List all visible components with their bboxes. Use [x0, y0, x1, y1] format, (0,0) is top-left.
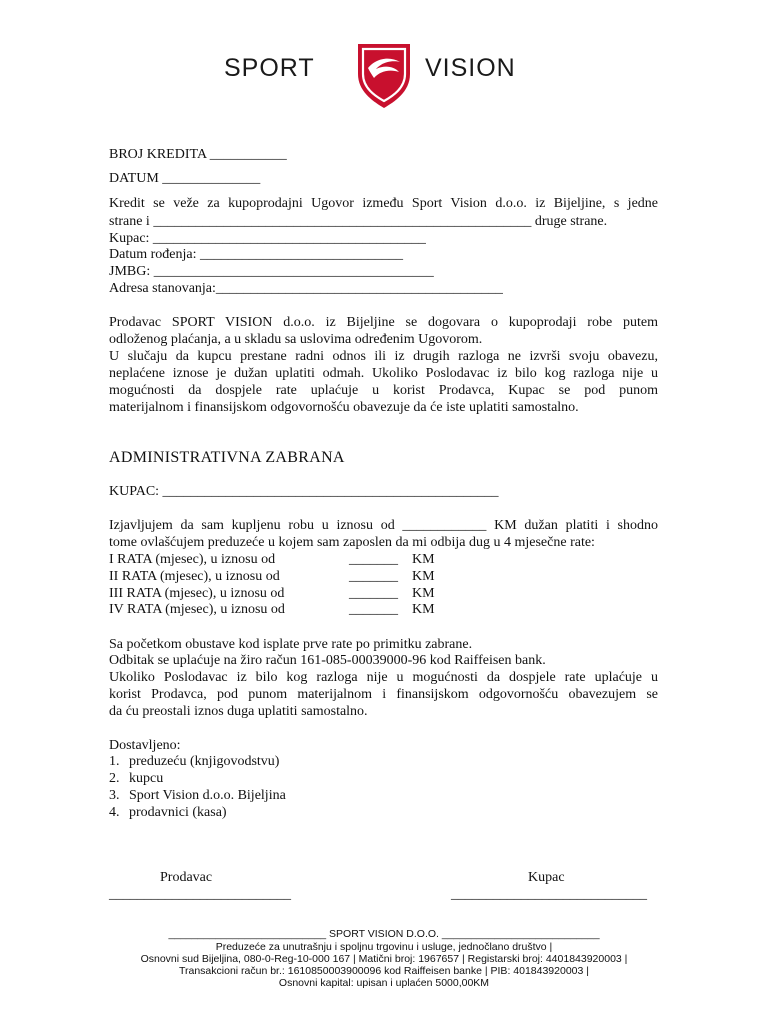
footer-line: Preduzeće za unutrašnju i spoljnu trgovinu i usluge, jednočlano društvo |	[215, 941, 553, 953]
sport-vision-shield-icon	[354, 38, 414, 110]
paragraph-2-line: korist Prodavca, pod punom materijalnom i finansijskom odgovornošću obavezujem se	[109, 687, 658, 702]
installment-blank: _______	[349, 586, 398, 601]
delivered-title: Dostavljeno:	[109, 738, 181, 753]
paragraph-1-line: neplaćene iznose je dužan uplatiti odmah. Ukoliko Poslodavac iz bilo kog razloga nije u	[109, 366, 658, 381]
paragraph-2-line: Ukoliko Poslodavac iz bilo kog razloga nije u mogućnosti da dospjele rate uplaćuje u	[109, 670, 658, 685]
installment-label: III RATA (mjesec), u iznosu od	[109, 586, 285, 601]
admin-buyer-field: KUPAC: ________________________________________________	[109, 484, 499, 499]
installment-unit: KM	[412, 602, 435, 617]
intro-line-1: Kredit se veže za kupoprodajni Ugovor između Sport Vision d.o.o. iz Bijeljine, s jedne	[109, 196, 658, 211]
birth-date-field: Datum rođenja: _____________________________	[109, 247, 403, 262]
logo-text-vision: VISION	[425, 54, 516, 82]
paragraph-1-line: Prodavac SPORT VISION d.o.o. iz Bijeljine se dogovara o kupoprodaji robe putem	[109, 315, 658, 330]
list-item: 1. preduzeću (knjigovodstvu)	[109, 754, 280, 769]
admin-statement-line-1: Izjavljujem da sam kupljenu robu u iznosu od ____________ KM dužan platiti i shodno	[109, 518, 658, 533]
installment-unit: KM	[412, 552, 435, 567]
installment-label: IV RATA (mjesec), u iznosu od	[109, 602, 285, 617]
footer-line: Osnovni sud Bijeljina, 080-0-Reg-10-000 167 | Matični broj: 1967657 | Registarski broj: 4401843920003 |	[140, 953, 628, 965]
footer-line: Osnovni kapital: upisan i uplaćen 5000,00KM	[278, 977, 490, 989]
installment-blank: _______	[349, 569, 398, 584]
installment-blank: _______	[349, 552, 398, 567]
seller-signature-line: __________________________	[109, 887, 291, 902]
paragraph-1-line: odloženog plaćanja, a u skladu sa uslovima određenim Ugovorom.	[109, 332, 483, 347]
intro-line-2: strane i ______________________________________________________ druge strane.	[109, 214, 608, 229]
paragraph-2-line: Odbitak se uplaćuje na žiro račun 161-085-00039000-96 kod Raiffeisen bank.	[109, 653, 546, 668]
admin-statement-line-2: tome ovlašćujem preduzeće u kojem sam zaposlen da mi odbija dug u 4 mjesečne rate:	[109, 535, 595, 550]
loan-number-field: BROJ KREDITA ___________	[109, 147, 287, 162]
logo-text-sport: SPORT	[224, 54, 315, 82]
buyer-signature-line: ____________________________	[451, 887, 647, 902]
installment-unit: KM	[412, 586, 435, 601]
footer-company-line: ___________________________ SPORT VISION D.O.O. ___________________________	[168, 928, 600, 940]
address-field: Adresa stanovanja:_________________________________________	[109, 281, 503, 296]
paragraph-1-line: materijalnom i finansijskom odgovornošću obavezuje da će iste uplatiti samostalno.	[109, 400, 579, 415]
list-item: 4. prodavnici (kasa)	[109, 805, 227, 820]
installment-label: II RATA (mjesec), u iznosu od	[109, 569, 280, 584]
paragraph-2-line: da ću preostali iznos duga uplatiti samostalno.	[109, 704, 368, 719]
list-item: 3. Sport Vision d.o.o. Bijeljina	[109, 788, 286, 803]
date-field: DATUM ______________	[109, 171, 261, 186]
list-item: 2. kupcu	[109, 771, 164, 786]
paragraph-1-line: mogućnosti da dospjele rate uplaćuje u korist Prodavca, Kupac se pod punom	[109, 383, 658, 398]
installment-unit: KM	[412, 569, 435, 584]
seller-signature-label: Prodavac	[160, 870, 213, 885]
installment-blank: _______	[349, 602, 398, 617]
installment-label: I RATA (mjesec), u iznosu od	[109, 552, 276, 567]
paragraph-2-line: Sa početkom obustave kod isplate prve rate po primitku zabrane.	[109, 637, 473, 652]
buyer-signature-label: Kupac	[528, 870, 565, 885]
jmbg-field: JMBG: ________________________________________	[109, 264, 434, 279]
paragraph-1-line: U slučaju da kupcu prestane radni odnos ili iz drugih razloga ne izvrši svoju obavezu,	[109, 349, 658, 364]
buyer-field: Kupac: _______________________________________	[109, 231, 426, 246]
section-title-admin-ban: ADMINISTRATIVNA ZABRANA	[109, 449, 345, 466]
footer-line: Transakcioni račun br.: 1610850003900096 kod Raiffeisen banke | PIB: 401843920003 |	[178, 965, 589, 977]
